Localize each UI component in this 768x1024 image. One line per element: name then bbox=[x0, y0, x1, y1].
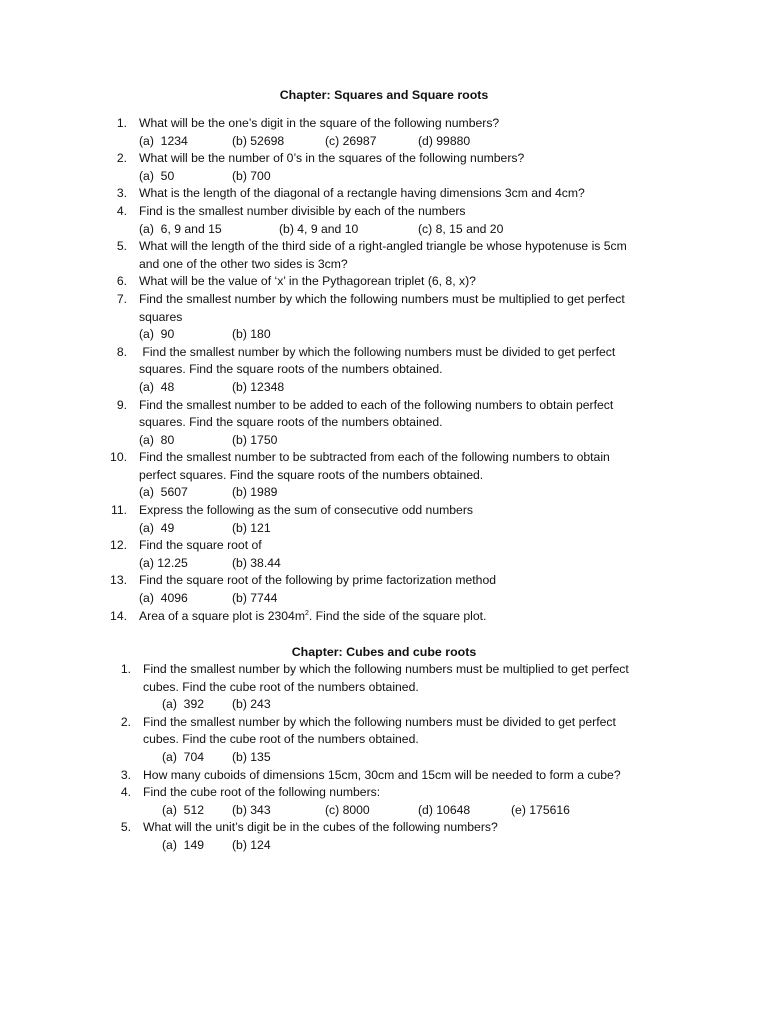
question-number: 3. bbox=[116, 186, 127, 201]
question-text: Find the smallest number by which the following numbers must be multiplied to get perfect bbox=[139, 291, 625, 306]
question-text: What will the unit’s digit be in the cubes of the following numbers? bbox=[143, 820, 498, 835]
question-text: squares. Find the square roots of the numbers obtained. bbox=[139, 415, 443, 430]
question-number: 13. bbox=[110, 573, 127, 588]
question-number: 10. bbox=[110, 450, 127, 465]
question-text: Find the square root of the following by prime factorization method bbox=[139, 573, 497, 588]
option-item: (b) 52698 bbox=[232, 133, 285, 148]
question-text: What will be the value of ‘x’ in the Pythagorean triplet (6, 8, x)? bbox=[139, 274, 476, 289]
option-item: (a) 12.25 bbox=[139, 555, 188, 570]
squares-question-10 bbox=[0, 449, 768, 502]
question-text: What will be the number of 0’s in the squares of the following numbers? bbox=[139, 151, 525, 166]
options-row bbox=[0, 590, 768, 608]
option-item: (a) 50 bbox=[139, 168, 175, 183]
squares-question-3 bbox=[0, 185, 768, 203]
question-number: 4. bbox=[116, 203, 127, 218]
squares-question-12 bbox=[0, 537, 768, 572]
question-text: What is the length of the diagonal of a rectangle having dimensions 3cm and 4cm? bbox=[139, 186, 585, 201]
squares-question-4 bbox=[0, 203, 768, 238]
squares-question-11 bbox=[0, 502, 768, 537]
option-item: (c) 8, 15 and 20 bbox=[418, 221, 504, 236]
option-item: (b) 135 bbox=[232, 749, 271, 764]
question-number: 1. bbox=[116, 116, 127, 130]
question-number: 1. bbox=[120, 662, 131, 676]
question-number: 5. bbox=[116, 239, 127, 254]
question-text: Find the smallest number to be subtracted from each of the following numbers to obtain bbox=[139, 450, 610, 465]
option-item: (c) 8000 bbox=[325, 802, 370, 817]
options-row bbox=[0, 749, 768, 767]
question-number: 7. bbox=[116, 291, 127, 306]
option-item: (b) 121 bbox=[232, 520, 271, 535]
options-row bbox=[0, 837, 768, 855]
squares-question-8 bbox=[0, 344, 768, 397]
option-item: (c) 26987 bbox=[325, 133, 377, 148]
cubes-question-5 bbox=[0, 819, 768, 854]
options-row bbox=[0, 696, 768, 714]
cubes-question-1 bbox=[0, 661, 768, 714]
squares-question-13 bbox=[0, 572, 768, 607]
question-number: 11. bbox=[110, 503, 127, 518]
question-text: squares. Find the square roots of the numbers obtained. bbox=[139, 362, 443, 377]
option-item: (a) 512 bbox=[162, 802, 205, 817]
option-item: (b) 124 bbox=[232, 837, 271, 852]
option-item: (a) 1234 bbox=[139, 133, 188, 148]
cubes-question-list bbox=[0, 661, 768, 855]
squares-question-9 bbox=[0, 397, 768, 450]
question-text: Find the smallest number by which the following numbers must be multiplied to get perfect bbox=[143, 662, 629, 676]
option-item: (a) 5607 bbox=[139, 485, 188, 500]
option-item: (b) 38.44 bbox=[232, 555, 281, 570]
question-number: 5. bbox=[120, 820, 131, 835]
option-item: (b) 1989 bbox=[232, 485, 278, 500]
options-row bbox=[0, 221, 768, 239]
question-text: Find the smallest number by which the following numbers must be divided to get perfect bbox=[143, 714, 616, 729]
squares-question-7 bbox=[0, 291, 768, 344]
option-item: (b) 343 bbox=[232, 802, 271, 817]
option-item: (b) 700 bbox=[232, 168, 271, 183]
option-item: (e) 175616 bbox=[511, 802, 570, 817]
options-row bbox=[0, 432, 768, 450]
options-row bbox=[0, 133, 768, 151]
options-row bbox=[0, 326, 768, 344]
cubes-question-4 bbox=[0, 784, 768, 819]
chapter-title-cubes: Chapter: Cubes and cube roots bbox=[291, 645, 477, 659]
question-text-part: Area of a square plot is 2304m bbox=[139, 608, 305, 623]
question-text-part: . Find the side of the square plot. bbox=[308, 608, 487, 623]
squares-question-list bbox=[0, 115, 768, 625]
squares-question-6 bbox=[0, 273, 768, 291]
option-item: (b) 1750 bbox=[232, 432, 278, 447]
option-item: (b) 4, 9 and 10 bbox=[279, 221, 359, 236]
option-item: (a) 48 bbox=[139, 379, 175, 394]
option-item: (b) 12348 bbox=[232, 379, 285, 394]
question-text: Find is the smallest number divisible by each of the numbers bbox=[139, 203, 466, 218]
squares-question-2 bbox=[0, 150, 768, 185]
option-item: (b) 180 bbox=[232, 327, 271, 342]
squares-question-14 bbox=[0, 608, 768, 626]
question-number: 14. bbox=[110, 608, 127, 623]
option-item: (b) 7744 bbox=[232, 591, 278, 606]
question-text: cubes. Find the cube root of the numbers obtained. bbox=[143, 732, 419, 747]
option-item: (a) 392 bbox=[162, 697, 205, 712]
option-item: (a) 6, 9 and 15 bbox=[139, 221, 222, 236]
option-item: (d) 99880 bbox=[418, 133, 471, 148]
question-number: 12. bbox=[110, 538, 127, 553]
question-number: 9. bbox=[116, 397, 127, 412]
question-number: 3. bbox=[120, 767, 131, 782]
question-number: 4. bbox=[120, 785, 131, 800]
question-text: What will be the one’s digit in the square of the following numbers? bbox=[139, 116, 500, 130]
question-number: 2. bbox=[120, 714, 131, 729]
options-row bbox=[0, 555, 768, 573]
question-text: cubes. Find the cube root of the numbers obtained. bbox=[143, 679, 419, 694]
question-text: squares bbox=[139, 309, 183, 324]
question-text: What will the length of the third side of a right-angled triangle be whose hypotenuse is 5cm bbox=[139, 239, 627, 254]
cubes-question-3 bbox=[0, 767, 768, 785]
question-text: Find the smallest number by which the following numbers must be divided to get perfect bbox=[139, 344, 616, 359]
option-item: (b) 243 bbox=[232, 697, 271, 712]
question-text: Find the smallest number to be added to each of the following numbers to obtain perfect bbox=[139, 397, 614, 412]
question-number: 8. bbox=[116, 344, 127, 359]
option-item: (a) 149 bbox=[162, 837, 205, 852]
question-text: and one of the other two sides is 3cm? bbox=[139, 256, 348, 271]
options-row bbox=[0, 484, 768, 502]
option-item: (a) 80 bbox=[139, 432, 175, 447]
option-item: (a) 49 bbox=[139, 520, 175, 535]
option-item: (a) 704 bbox=[162, 749, 205, 764]
options-row bbox=[0, 802, 768, 820]
question-text: Find the square root of bbox=[139, 538, 262, 553]
option-item: (a) 4096 bbox=[139, 591, 188, 606]
chapter-title-squares: Chapter: Squares and Square roots bbox=[279, 88, 489, 102]
question-number: 2. bbox=[116, 151, 127, 166]
options-row bbox=[0, 168, 768, 186]
squares-question-1 bbox=[0, 115, 768, 150]
options-row bbox=[0, 520, 768, 538]
options-row bbox=[0, 379, 768, 397]
question-text: perfect squares. Find the square roots of the numbers obtained. bbox=[139, 467, 484, 482]
option-item: (a) 90 bbox=[139, 327, 175, 342]
cubes-question-2 bbox=[0, 714, 768, 767]
question-text: Find the cube root of the following numbers: bbox=[143, 785, 381, 800]
question-text: How many cuboids of dimensions 15cm, 30cm and 15cm will be needed to form a cube? bbox=[143, 767, 621, 782]
question-text: Express the following as the sum of consecutive odd numbers bbox=[139, 503, 473, 518]
option-item: (d) 10648 bbox=[418, 802, 471, 817]
superscript-exponent: 2 bbox=[304, 609, 309, 617]
question-number: 6. bbox=[116, 274, 127, 289]
squares-question-5 bbox=[0, 238, 768, 273]
